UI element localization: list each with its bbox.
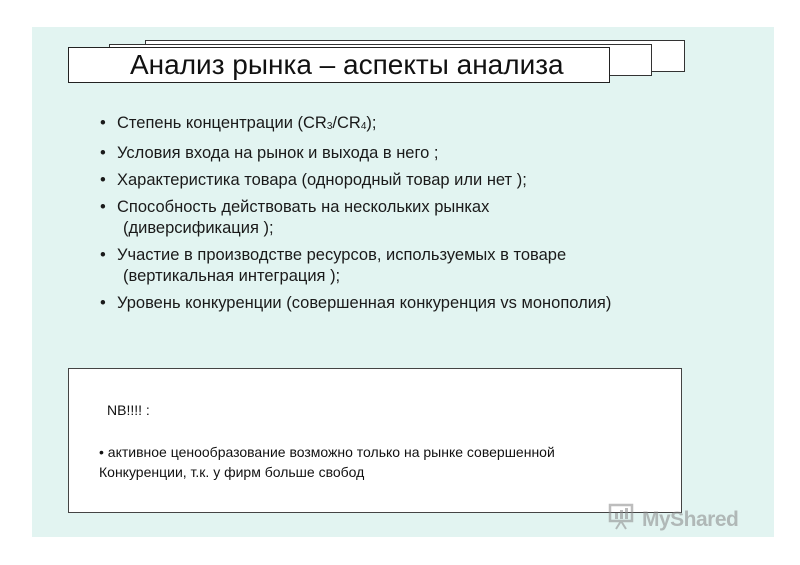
slide-title: Анализ рынка – аспекты анализа xyxy=(130,49,564,80)
bullet-text: /CR xyxy=(332,114,361,132)
aspects-list xyxy=(100,113,740,320)
note-text xyxy=(99,442,669,482)
bullet-text: Степень концентрации (CR xyxy=(117,114,327,132)
list-item xyxy=(100,143,740,164)
note-line: Конкуренции, т.к. у фирм больше свобод xyxy=(99,464,365,480)
list-item xyxy=(100,170,740,191)
list-item xyxy=(100,293,740,314)
note-title: NB!!!! : xyxy=(107,402,150,418)
subscript: 4 xyxy=(360,121,367,132)
bullet-text: Характеристика товара (однородный товар или нет ); xyxy=(117,171,527,189)
list-item xyxy=(100,197,740,239)
subscript: 3 xyxy=(326,121,333,132)
note-box xyxy=(68,368,682,513)
note-line: • активное ценообразование возможно только на рынке совершенной xyxy=(99,444,555,460)
bullet-text: Способность действовать на нескольких рынках xyxy=(117,198,490,216)
bullet-text: ); xyxy=(366,114,377,132)
watermark xyxy=(608,503,738,536)
bullet-continuation: (диверсификация ); xyxy=(123,219,274,237)
bullet-continuation: (вертикальная интеграция ); xyxy=(123,267,341,285)
presentation-board-icon xyxy=(608,503,638,536)
bullet-text: Уровень конкуренции (совершенная конкуренция vs монополия) xyxy=(117,294,612,312)
list-item xyxy=(100,113,740,137)
watermark-text: MyShared xyxy=(642,507,739,531)
bullet-text: Условия входа на рынок и выхода в него ; xyxy=(117,144,439,162)
list-item xyxy=(100,245,740,287)
bullet-text: Участие в производстве ресурсов, используемых в товаре xyxy=(117,246,567,264)
